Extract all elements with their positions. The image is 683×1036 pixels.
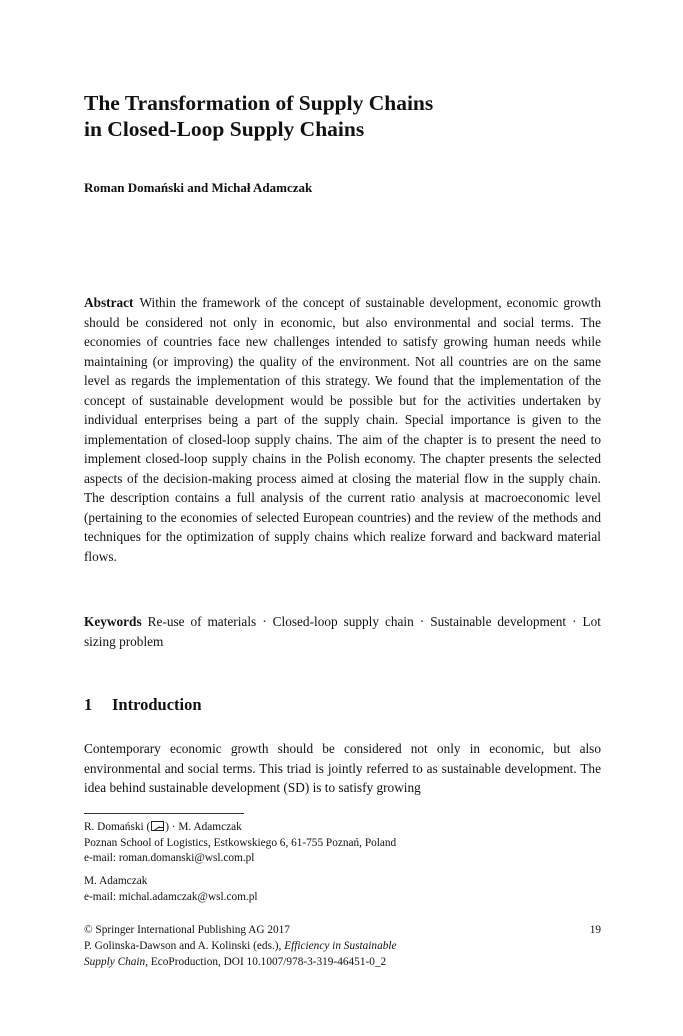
citation-book-title-cont: Supply Chain [84, 956, 146, 968]
affiliation-institution: Poznan School of Logistics, Estkowskiego 6, 61-755 Poznań, Poland [84, 836, 397, 849]
affiliation-block [84, 820, 396, 867]
affiliation-author-2: M. Adamczak [84, 875, 148, 887]
section-heading [84, 695, 202, 715]
keyword-separator: · [572, 614, 577, 629]
title-line-1: The Transformation of Supply Chains [84, 91, 434, 115]
page-number: 19 [589, 924, 601, 936]
keyword-item: Sustainable development [430, 614, 567, 629]
abstract-text: Within the framework of the concept of sustainable development, economic growth should be considered not only in economic, but also environmental and social terms. The economies of countries face new challenges intended to satisfy growing human needs while maintaining (or improving) the quality of the environment. Not all countries are on the same level as regards the implementation of this strategy. We found that the implementation of the concept of sustainable development would be possible but for the activities undertaken by individual enterprises being a part of the supply chain. Special importance is given to the implementation of closed-loop supply chains. The aim of the chapter is to present the need to implement closed-loop supply chains in the Polish economy. The chapter presents the selected aspects of the decision-making process aimed at closing the material flow in the supply chain. The description contains a full analysis of the current ratio analysis at macroeconomic level (pertaining to the economies of selected European countries) and the review of the methods and techniques for the optimization of supply chains which realize forward and backward material flows. [84, 295, 601, 564]
keyword-separator: · [419, 614, 425, 629]
corresponding-author-name: R. Domański ( [84, 821, 151, 833]
citation-doi: , EcoProduction, DOI 10.1007/978-3-319-46451-0_2 [145, 956, 387, 968]
keyword-item: Re-use of materials [147, 614, 257, 629]
paper-title [84, 90, 601, 142]
abstract-label: Abstract [84, 295, 134, 310]
author-email-2: e-mail: michal.adamczak@wsl.com.pl [84, 890, 258, 903]
envelope-icon [151, 821, 164, 831]
citation-book-title: Efficiency in Sustainable [284, 940, 397, 952]
section-title: Introduction [112, 695, 202, 714]
publication-footer [84, 922, 601, 970]
keyword-separator: · [262, 614, 267, 629]
citation-line-1 [84, 938, 601, 954]
affiliation-block-2 [84, 874, 258, 905]
citation-line-2 [84, 954, 601, 970]
keywords-label: Keywords [84, 614, 142, 629]
section-number: 1 [84, 695, 93, 714]
author-list: Roman Domański and Michał Adamczak [84, 180, 313, 195]
coauthor-name: ) · M. Adamczak [165, 821, 242, 833]
keywords [84, 612, 601, 651]
footnote-divider [84, 813, 244, 814]
keyword-item: Lot sizing problem [84, 614, 601, 649]
introduction-paragraph: Contemporary economic growth should be considered not only in economic, but also environmental and social terms. This triad is jointly referred to as sustainable development. The idea behind sustainable development (SD) is to satisfy growing [84, 741, 601, 795]
citation-editors: P. Golinska-Dawson and A. Kolinski (eds.), [84, 940, 285, 952]
title-line-2: in Closed-Loop Supply Chains [84, 117, 365, 141]
author-email-1: e-mail: roman.domanski@wsl.com.pl [84, 852, 255, 864]
copyright-line: © Springer International Publishing AG 2017 [84, 924, 290, 936]
keyword-item: Closed-loop supply chain [272, 614, 414, 629]
affiliation-authors [84, 820, 396, 836]
abstract [84, 293, 601, 566]
